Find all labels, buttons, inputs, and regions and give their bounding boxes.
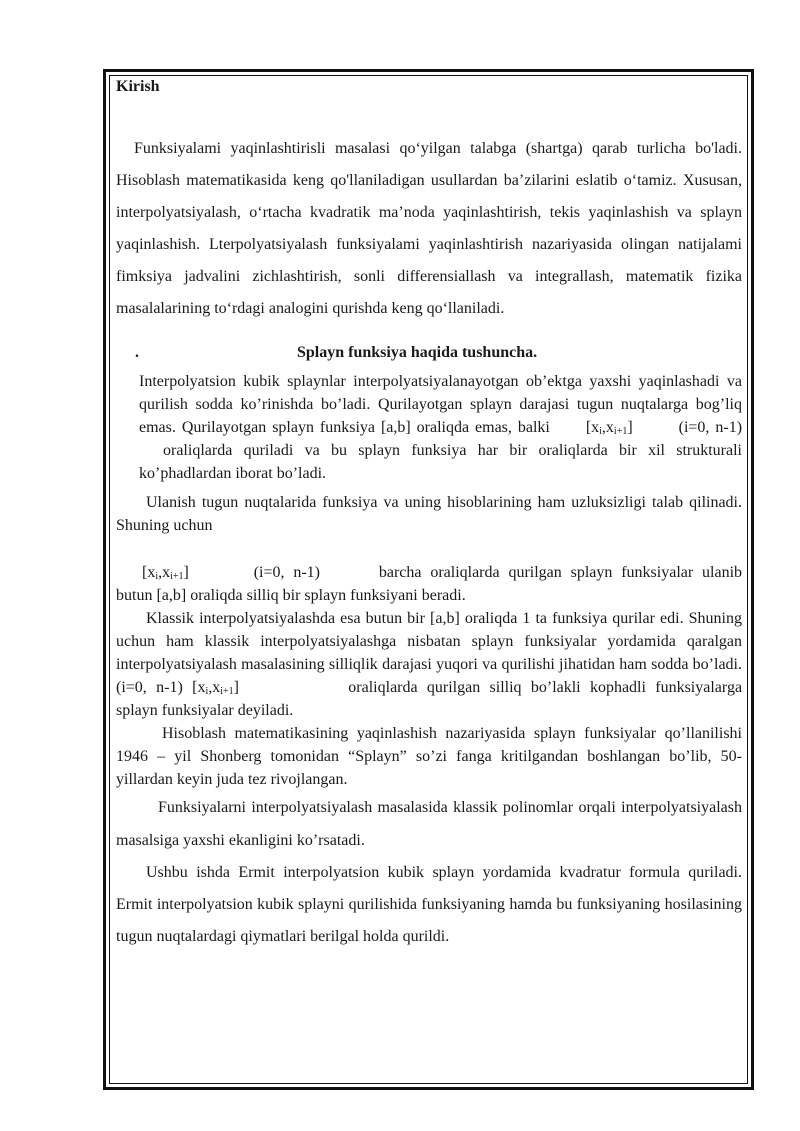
paragraph-intervals	[116, 561, 742, 607]
heading-kirish: Kirish	[116, 78, 160, 95]
paragraph-text: Klassik interpolyatsiyalashda esa butun bir [a,b] oraliqda 1 ta funksiya qurilar edi. Shuning uchun ham klassik interpolyatsiyalashga nisbatan splayn funksiyalar yordamida qaralgan interpolyatsiyalash masalasining silliqlik darajasi yuqori va qurilishi jihatidan ham sodda bo’ladi. (i=0, n-1)	[116, 610, 742, 696]
paragraph-classic	[116, 607, 742, 722]
paragraph-polynomials: Funksiyalarni interpolyatsiyalash masalasida klassik polinomlar orqali interpolyatsiyalash masalsiga yaxshi ekanligini ko’rsatadi.	[116, 799, 742, 849]
intro-paragraph: Funksiyalami yaqinlashtirisli masalasi qo‘yilgan talabga (shartga) qarab turlicha bo'ladi. Hisoblash matematikasida keng qo'llaniladigan usullardan ba’zilarini eslatib o‘tamiz. Xususan, interpolyatsiyalash, o‘rtacha kvadratik ma’noda yaqinlashtirish, tekis yaqinlashish va splayn yaqinlashish. Lterpolyatsiyalash funksiyalami yaqinlashtirish nazariyasida olingan natijalami fimksiya jadvalini zichlashtirish, sonli differensiallash va integrallash, matematik fizika masalalarining to‘rdagi analogini qurishda keng qo‘llaniladi.	[116, 140, 742, 317]
section-title	[116, 340, 742, 366]
paragraph-text: Interpolyatsion kubik splaynlar interpolyatsiyalanayotgan ob’ektga yaxshi yaqinlashadi va qurilish sodda ko’rinishda bo’ladi. Qurilayotgan splayn darajasi tugun nuqtalarga bog’liq emas. Qurilayotgan splayn funksiya [a,b] oraliqda emas, balki	[139, 373, 742, 436]
interval-formula: $[x_i,x_{i+1}]$	[192, 679, 239, 697]
section-heading: Splayn funksiya haqida tushuncha.	[297, 344, 538, 361]
paragraph-text-rest: oraliqlarda qurilgan silliq bo’lakli kophadli funksiyalarga splayn funksiyalar deyiladi.	[116, 679, 743, 719]
paragraph-history: Hisoblash matematikasining yaqinlashish nazariyasida splayn funksiyalar qo’llanilishi 1946 – yil Shonberg tomonidan “Splayn” so’zi fanga kritilgandan boshlangan bo’lib, 50-yillardan keyin juda tez rivojlangan.	[116, 725, 742, 788]
interval-formula: $[x_i,x_{i+1}]$	[142, 564, 189, 582]
index-range: (i=0, n-1)	[253, 564, 320, 581]
document-body	[116, 76, 742, 953]
paragraph-continuity: Ulanish tugun nuqtalarida funksiya va uning hisoblarining ham uzluksizligi talab qilinadi. Shuning uchun	[116, 494, 742, 534]
paragraph-spline-definition	[139, 370, 742, 485]
paragraph-text-rest: barcha oraliqlarda qurilgan splayn funksiyalar ulanib butun [a,b] oraliqda silliq bir splayn funksiyani beradi.	[116, 564, 743, 604]
paragraph-hermite: Ushbu ishda Ermit interpolyatsion kubik splayn yordamida kvadratur formula quriladi. Ermit interpolyatsion kubik splayni qurilishida funksiyaning hamda bu funksiyaning hosilasining tugun nuqtalardagi qiymatlari berilgal holda qurildi.	[116, 864, 742, 945]
interval-formula: $[x_i,x_{i+1}]$	[585, 419, 633, 437]
section-bullet: .	[135, 344, 139, 361]
paragraph-text-rest: oraliqlarda quriladi va bu splayn funksiya har bir oraliqlarda bir xil strukturali ko’phadlardan iborat bo’ladi.	[139, 442, 742, 482]
index-range: (i=0, n-1)	[678, 419, 743, 436]
spline-intro-block	[116, 370, 742, 485]
